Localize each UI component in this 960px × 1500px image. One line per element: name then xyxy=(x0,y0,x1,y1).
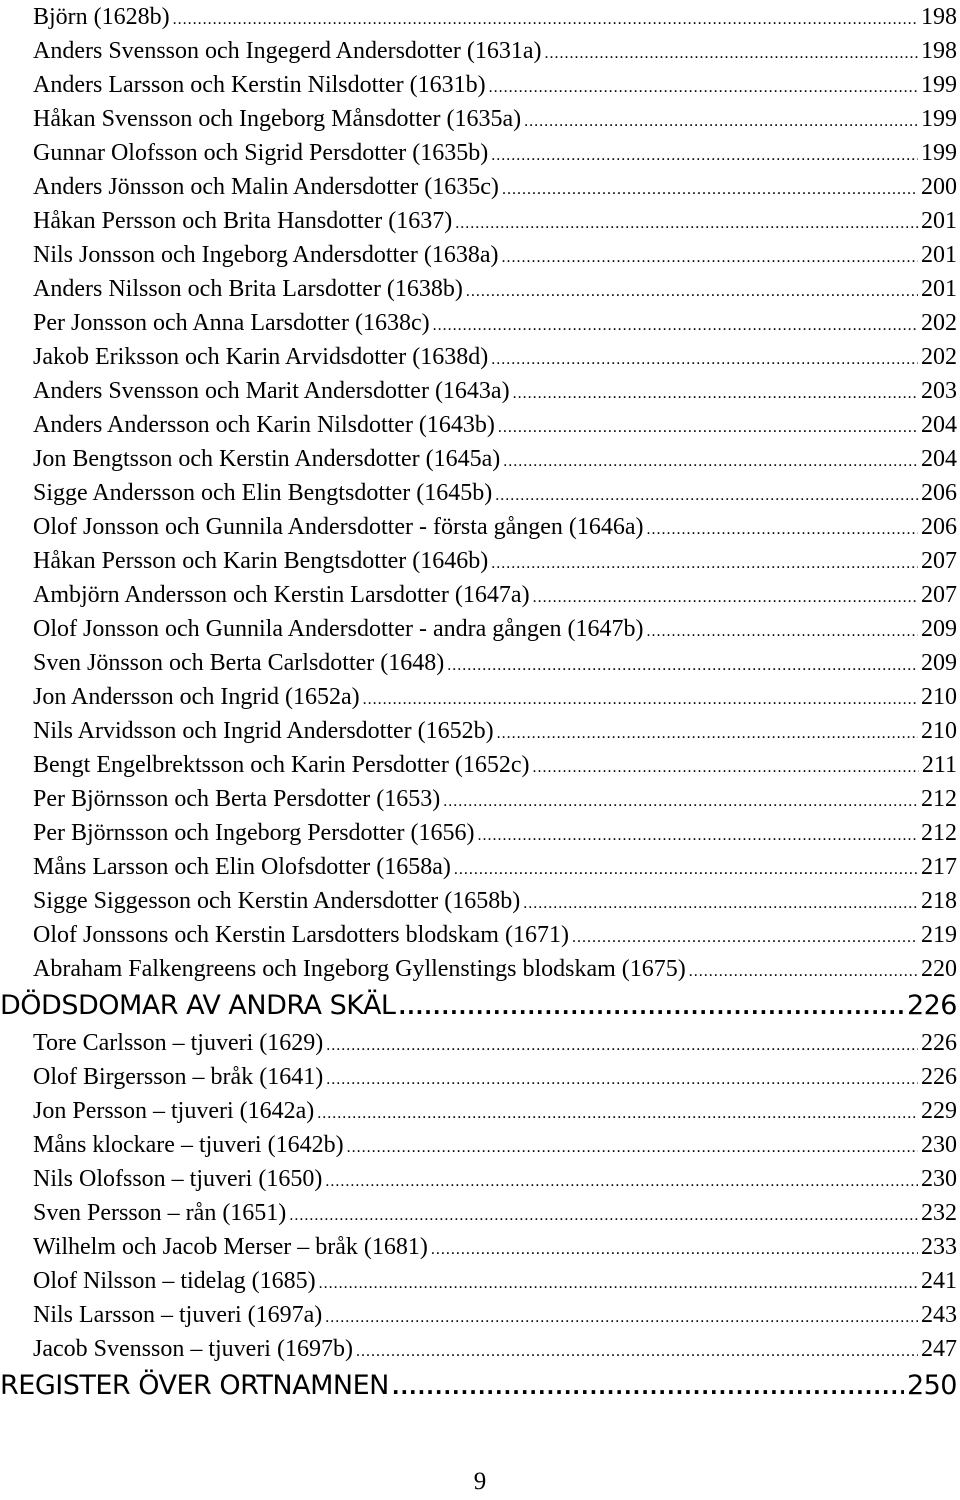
toc-entry-label: Nils Jonsson och Ingeborg Andersdotter (1638a) xyxy=(33,242,499,268)
toc-entry-label: Per Björnsson och Ingeborg Persdotter (1656) xyxy=(33,820,475,846)
dot-leader xyxy=(503,445,918,479)
toc-entry xyxy=(0,1128,960,1162)
toc-page-number: 229 xyxy=(921,1098,957,1124)
toc-page-number: 204 xyxy=(921,412,957,438)
dot-leader xyxy=(533,581,918,615)
toc-entry xyxy=(0,748,960,782)
toc-entry xyxy=(0,816,960,850)
toc-page-number: 199 xyxy=(921,140,957,166)
toc-page-number: 206 xyxy=(921,480,957,506)
toc-section-label: DÖDSDOMAR AV ANDRA SKÄL xyxy=(0,990,396,1021)
toc-entry xyxy=(0,612,960,646)
toc-entry-label: Olof Nilsson – tidelag (1685) xyxy=(33,1268,316,1294)
dot-leader xyxy=(491,343,918,377)
dot-leader xyxy=(317,1097,918,1131)
dot-leader xyxy=(524,105,918,139)
toc-entry xyxy=(0,1094,960,1128)
toc-entry-label: Håkan Persson och Brita Hansdotter (1637) xyxy=(33,208,453,234)
toc-page-number: 199 xyxy=(921,106,957,132)
dot-leader xyxy=(491,139,918,173)
toc-entry-label: Olof Jonssons och Kerstin Larsdotters blodskam (1671) xyxy=(33,922,569,948)
toc-section-heading xyxy=(0,1366,960,1406)
toc-entry xyxy=(0,476,960,510)
toc-entry-label: Olof Birgersson – bråk (1641) xyxy=(33,1064,324,1090)
dot-leader xyxy=(647,615,918,649)
toc-entry xyxy=(0,510,960,544)
toc-entry xyxy=(0,408,960,442)
toc-entry-label: Måns Larsson och Elin Olofsdotter (1658a) xyxy=(33,854,451,880)
dot-leader xyxy=(325,1301,918,1335)
dot-leader xyxy=(502,173,918,207)
toc-page-number: 230 xyxy=(921,1132,957,1158)
dot-leader xyxy=(497,717,918,751)
toc-entry xyxy=(0,306,960,340)
toc-entry-label: Jacob Svensson – tjuveri (1697b) xyxy=(33,1336,353,1362)
toc-entry xyxy=(0,884,960,918)
toc-page-number: 199 xyxy=(921,72,957,98)
toc-page-number: 202 xyxy=(921,310,957,336)
page-number: 9 xyxy=(473,1468,487,1495)
toc-entry-label: Anders Svensson och Ingegerd Andersdotter (1631a) xyxy=(33,38,542,64)
toc-page-number: 226 xyxy=(906,990,957,1021)
toc-page-number: 241 xyxy=(921,1268,957,1294)
toc-entry xyxy=(0,918,960,952)
toc-entry xyxy=(0,1264,960,1298)
dot-leader xyxy=(454,853,918,887)
toc-page-number: 207 xyxy=(921,582,957,608)
toc-entry xyxy=(0,204,960,238)
dot-leader xyxy=(443,785,918,819)
toc-page-number: 206 xyxy=(921,514,957,540)
toc-entry-label: Abraham Falkengreens och Ingeborg Gyllenstings blodskam (1675) xyxy=(33,956,686,982)
toc-page-number: 202 xyxy=(921,344,957,370)
toc-page-number: 218 xyxy=(921,888,957,914)
toc-entry-label: Bengt Engelbrektsson och Karin Persdotter (1652c) xyxy=(33,752,530,778)
dot-leader xyxy=(363,683,918,717)
toc-page-number: 211 xyxy=(921,752,957,778)
toc-page-number: 226 xyxy=(921,1030,957,1056)
toc-entry xyxy=(0,272,960,306)
toc-entry-label: Jon Andersson och Ingrid (1652a) xyxy=(33,684,360,710)
toc-section-heading xyxy=(0,986,960,1026)
dot-leader xyxy=(478,819,919,853)
toc-page-number: 212 xyxy=(921,786,957,812)
toc-entry xyxy=(0,374,960,408)
toc-entry-label: Nils Arvidsson och Ingrid Andersdotter (1652b) xyxy=(33,718,494,744)
dot-leader xyxy=(173,3,918,37)
dot-leader xyxy=(489,71,918,105)
toc-page-number: 232 xyxy=(921,1200,957,1226)
dot-leader xyxy=(523,887,918,921)
toc-page-number: 243 xyxy=(921,1302,957,1328)
toc-entry xyxy=(0,102,960,136)
toc-page-number: 233 xyxy=(921,1234,957,1260)
toc-page-number: 247 xyxy=(921,1336,957,1362)
dot-leader xyxy=(647,513,918,547)
dot-leader xyxy=(447,649,918,683)
toc-entry-label: Anders Svensson och Marit Andersdotter (1643a) xyxy=(33,378,510,404)
dot-leader xyxy=(347,1131,918,1165)
toc-page-number: 209 xyxy=(921,616,957,642)
toc-entry xyxy=(0,0,960,34)
toc-entry xyxy=(0,1162,960,1196)
toc-entry-label: Gunnar Olofsson och Sigrid Persdotter (1635b) xyxy=(33,140,489,166)
toc-page-number: 226 xyxy=(921,1064,957,1090)
toc-entry-label: Sven Persson – rån (1651) xyxy=(33,1200,287,1226)
toc-entry-label: Håkan Persson och Karin Bengtsdotter (1646b) xyxy=(33,548,489,574)
toc-entry xyxy=(0,850,960,884)
toc-entry xyxy=(0,68,960,102)
toc-entry xyxy=(0,544,960,578)
toc-entry xyxy=(0,170,960,204)
toc-entry-label: Sigge Siggesson och Kerstin Andersdotter (1658b) xyxy=(33,888,521,914)
toc-entry-label: Jon Bengtsson och Kerstin Andersdotter (1645a) xyxy=(33,446,501,472)
dot-leader xyxy=(398,987,903,1027)
toc-page-number: 210 xyxy=(921,718,957,744)
toc-entry xyxy=(0,646,960,680)
dot-leader xyxy=(513,377,918,411)
toc-page-number: 201 xyxy=(921,276,957,302)
toc-entry xyxy=(0,340,960,374)
toc-entry-label: Håkan Svensson och Ingeborg Månsdotter (1635a) xyxy=(33,106,522,132)
dot-leader xyxy=(392,1367,904,1407)
dot-leader xyxy=(326,1063,918,1097)
toc-entry-label: Jakob Eriksson och Karin Arvidsdotter (1638d) xyxy=(33,344,489,370)
toc-entry-label: Jon Persson – tjuveri (1642a) xyxy=(33,1098,315,1124)
toc-entry xyxy=(0,1196,960,1230)
dot-leader xyxy=(289,1199,918,1233)
dot-leader xyxy=(502,241,919,275)
toc-entry xyxy=(0,952,960,986)
toc-entry-label: Per Björnsson och Berta Persdotter (1653) xyxy=(33,786,441,812)
toc-entry-label: Måns klockare – tjuveri (1642b) xyxy=(33,1132,344,1158)
toc-entry xyxy=(0,782,960,816)
dot-leader xyxy=(431,1233,918,1267)
toc-entry-label: Wilhelm och Jacob Merser – bråk (1681) xyxy=(33,1234,428,1260)
toc-entry-label: Sven Jönsson och Berta Carlsdotter (1648) xyxy=(33,650,445,676)
toc-entry xyxy=(0,238,960,272)
dot-leader xyxy=(495,479,918,513)
dot-leader xyxy=(356,1335,918,1369)
toc-entry xyxy=(0,1026,960,1060)
dot-leader xyxy=(498,411,918,445)
dot-leader xyxy=(319,1267,918,1301)
toc-entry xyxy=(0,34,960,68)
dot-leader xyxy=(689,955,918,989)
toc-entry-label: Anders Jönsson och Malin Andersdotter (1635c) xyxy=(33,174,499,200)
toc-page-number: 201 xyxy=(921,208,957,234)
toc-entry-label: Olof Jonsson och Gunnila Andersdotter - första gången (1646a) xyxy=(33,514,644,540)
dot-leader xyxy=(455,207,918,241)
toc-page-number: 200 xyxy=(921,174,957,200)
toc-entry xyxy=(0,442,960,476)
dot-leader xyxy=(433,309,918,343)
toc-page-number: 203 xyxy=(921,378,957,404)
toc-entry-label: Nils Larsson – tjuveri (1697a) xyxy=(33,1302,323,1328)
dot-leader xyxy=(572,921,918,955)
toc-page-number: 220 xyxy=(921,956,957,982)
toc-page-number: 217 xyxy=(921,854,957,880)
toc-page-number: 198 xyxy=(921,38,957,64)
toc-page-number: 198 xyxy=(921,4,957,30)
toc-page-number: 204 xyxy=(921,446,957,472)
toc-entry xyxy=(0,1230,960,1264)
toc-entry-label: Ambjörn Andersson och Kerstin Larsdotter (1647a) xyxy=(33,582,530,608)
toc-entry-label: Anders Andersson och Karin Nilsdotter (1643b) xyxy=(33,412,495,438)
toc-entry-label: Nils Olofsson – tjuveri (1650) xyxy=(33,1166,323,1192)
toc-page-number: 209 xyxy=(921,650,957,676)
toc-entry xyxy=(0,1060,960,1094)
toc-page-number: 201 xyxy=(921,242,957,268)
toc-page-number: 210 xyxy=(921,684,957,710)
toc-entry-label: Per Jonsson och Anna Larsdotter (1638c) xyxy=(33,310,430,336)
toc-entry-label: Björn (1628b) xyxy=(33,4,170,30)
dot-leader xyxy=(326,1029,918,1063)
toc-section-label: REGISTER ÖVER ORTNAMNEN xyxy=(0,1370,389,1401)
toc-entry xyxy=(0,714,960,748)
toc-entry xyxy=(0,136,960,170)
dot-leader xyxy=(466,275,918,309)
toc-entry xyxy=(0,1298,960,1332)
toc-page-number: 219 xyxy=(921,922,957,948)
toc-entry-label: Anders Nilsson och Brita Larsdotter (1638b) xyxy=(33,276,463,302)
toc-entry-label: Anders Larsson och Kerstin Nilsdotter (1631b) xyxy=(33,72,486,98)
dot-leader xyxy=(325,1165,918,1199)
toc-entry-label: Olof Jonsson och Gunnila Andersdotter - andra gången (1647b) xyxy=(33,616,644,642)
dot-leader xyxy=(545,37,918,71)
toc-entry xyxy=(0,578,960,612)
toc-page-number: 230 xyxy=(921,1166,957,1192)
toc-entry xyxy=(0,1332,960,1366)
toc-entry xyxy=(0,680,960,714)
toc-entry-label: Tore Carlsson – tjuveri (1629) xyxy=(33,1030,324,1056)
dot-leader xyxy=(491,547,918,581)
toc-page-number: 207 xyxy=(921,548,957,574)
dot-leader xyxy=(533,751,919,785)
toc-page-number: 212 xyxy=(921,820,957,846)
toc-page-number: 250 xyxy=(906,1370,957,1401)
toc-entry-label: Sigge Andersson och Elin Bengtsdotter (1645b) xyxy=(33,480,493,506)
